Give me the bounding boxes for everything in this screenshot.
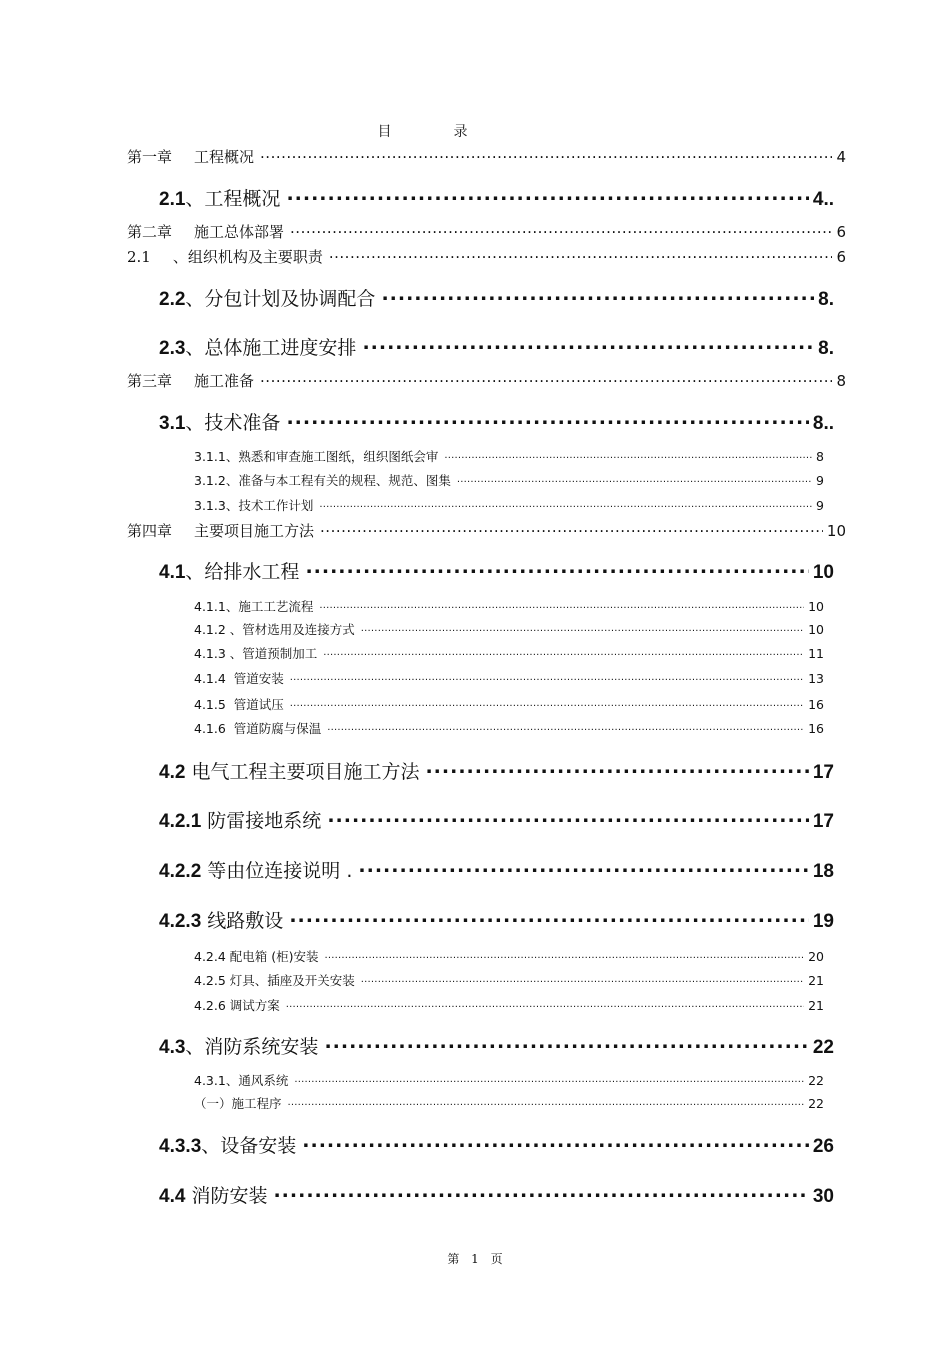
toc-entry[interactable] <box>127 146 846 167</box>
toc-entry[interactable] <box>127 520 846 541</box>
toc-leader-dots <box>290 222 832 237</box>
toc-entry-text: 工程概况 <box>194 148 255 166</box>
toc-entry[interactable] <box>159 1032 834 1059</box>
toc-leader-dots <box>444 449 812 462</box>
toc-entry-page <box>808 1073 824 1088</box>
toc-entry-number: 4.1.5 <box>194 697 226 712</box>
toc-entry-text: 等由位连接说明 . <box>201 860 353 882</box>
toc-entry-label <box>194 669 284 687</box>
toc-entry-text: 、熟悉和审查施工图纸，组织图纸会审 <box>225 449 439 464</box>
toc-entry-number: 4.3.3 <box>159 1136 202 1157</box>
toc-entry-label <box>159 856 352 883</box>
toc-leader-dots <box>319 498 812 511</box>
toc-entry-number: 4.3.1 <box>194 1073 226 1088</box>
toc-entry[interactable] <box>159 333 834 360</box>
toc-entry[interactable] <box>127 246 846 267</box>
toc-entry-page <box>836 248 846 266</box>
toc-entry[interactable] <box>159 906 834 933</box>
toc-leader-dots <box>286 410 808 429</box>
toc-leader-dots <box>457 473 812 486</box>
toc-entry[interactable] <box>194 1094 824 1112</box>
toc-entry-page <box>827 522 846 540</box>
toc-leader-dots <box>260 147 832 162</box>
toc-entry-text: 、分包计划及协调配合 <box>185 288 376 310</box>
toc-entry-label <box>194 471 451 489</box>
toc-entry-number: 2.2 <box>159 289 186 310</box>
toc-entry-text: 调试方案 <box>225 998 280 1013</box>
toc-entry-page-value: 6 <box>836 248 846 266</box>
toc-leader-dots <box>324 1034 808 1053</box>
toc-entry-page <box>813 811 834 833</box>
toc-leader-dots <box>288 1096 805 1109</box>
toc-entry-page-value: 30 <box>812 1186 834 1207</box>
toc-entry-trail: . <box>828 289 834 310</box>
toc-entry-page <box>813 562 834 584</box>
toc-entry-text: 施工程序 <box>231 1096 282 1111</box>
toc-entry-page <box>808 1096 824 1111</box>
toc-entry-number: 2.1 <box>159 189 186 210</box>
toc-entry-number: 3.1.3 <box>194 498 226 513</box>
toc-entry-text: 、管材选用及连接方式 <box>225 622 355 637</box>
toc-entry[interactable] <box>159 408 834 435</box>
toc-entry-label <box>194 719 321 737</box>
toc-entry-text: 管道防腐与保温 <box>225 721 322 736</box>
toc-entry-page <box>808 949 824 964</box>
toc-entry-page <box>813 1186 834 1208</box>
toc-entry[interactable] <box>159 806 834 833</box>
toc-entry[interactable] <box>194 971 824 989</box>
toc-entry[interactable] <box>159 557 834 584</box>
toc-leader-dots <box>327 808 809 827</box>
toc-entry-text: 、管道预制加工 <box>225 646 318 661</box>
toc-leader-dots <box>290 671 804 684</box>
toc-entry[interactable] <box>194 947 824 965</box>
toc-entry-page-value: 21 <box>808 973 824 988</box>
toc-entry-label <box>194 1071 288 1089</box>
toc-entry-page-value: 8 <box>818 289 829 310</box>
toc-entry-text: 、施工工艺流程 <box>225 599 314 614</box>
toc-entry-page-value: 8 <box>812 413 824 434</box>
toc-leader-dots <box>320 521 823 536</box>
toc-entry-text: 、技术工作计划 <box>225 498 314 513</box>
toc-entry-number: 3.1.1 <box>194 449 226 464</box>
toc-entry-label <box>159 184 280 211</box>
toc-entry-text: 电气工程主要项目施工方法 <box>185 761 420 783</box>
toc-entry-page <box>808 622 824 637</box>
toc-entry-page-value: 20 <box>808 949 824 964</box>
toc-entry-page-value: 4 <box>836 148 846 166</box>
toc-entry-page <box>813 1136 834 1158</box>
toc-entry-label <box>159 333 356 360</box>
toc-entry-page-value: 16 <box>808 697 824 712</box>
toc-entry-page-value: 4 <box>812 189 824 210</box>
toc-entry-number: 4.2.4 <box>194 949 226 964</box>
toc-entry-page-value: 13 <box>808 671 824 686</box>
toc-entry-page <box>836 148 846 166</box>
toc-entry[interactable] <box>194 471 824 489</box>
toc-entry-page <box>813 189 834 211</box>
toc-entry-page-value: 6 <box>836 223 846 241</box>
toc-entry-page-value: 21 <box>808 998 824 1013</box>
toc-entry-text: 、给排水工程 <box>185 561 300 583</box>
toc-entry-number: 4.2.6 <box>194 998 226 1013</box>
toc-entry-text: 、准备与本工程有关的规程、规范、图集 <box>225 473 451 488</box>
toc-leader-dots <box>358 858 808 877</box>
toc-entry-text: 、总体施工进度安排 <box>185 337 357 359</box>
toc-entry-label <box>194 496 313 514</box>
toc-leader-dots <box>319 599 804 612</box>
toc-entry-label <box>194 996 280 1014</box>
toc-entry-number: 2.3 <box>159 338 186 359</box>
toc-entry-label <box>127 370 254 391</box>
toc-leader-dots <box>329 247 833 262</box>
toc-entry-number: 第二章 <box>127 223 173 241</box>
toc-leader-dots <box>286 998 804 1011</box>
toc-entry-label <box>127 221 284 242</box>
toc-entry-page-value: 9 <box>816 473 824 488</box>
toc-entry-page <box>808 697 824 712</box>
toc-entry[interactable] <box>159 856 834 883</box>
toc-entry-label <box>159 1032 318 1059</box>
toc-title-left: 目 <box>377 124 392 140</box>
toc-entry-page <box>808 721 824 736</box>
toc-entry-page <box>813 861 834 883</box>
toc-entry-number: 4.1.4 <box>194 671 226 686</box>
toc-entry-text: 施工总体部署 <box>194 223 285 241</box>
toc-entry[interactable] <box>194 597 824 615</box>
toc-entry-page-value: 18 <box>812 861 834 882</box>
toc-entry-label <box>159 557 299 584</box>
footer-page-number: 1 <box>471 1252 479 1266</box>
toc-entry-page-value: 10 <box>826 522 846 540</box>
toc-entry-label <box>159 806 321 833</box>
toc-entry-label <box>159 757 419 784</box>
toc-entry-page-value: 22 <box>808 1096 824 1111</box>
toc-entry-page <box>813 1037 834 1059</box>
toc-entry-label <box>127 520 314 541</box>
toc-entry-text: 、技术准备 <box>185 412 281 434</box>
toc-entry-page-value: 17 <box>812 811 834 832</box>
toc-entry-page-value: 10 <box>808 599 824 614</box>
toc-entry-page-value: 8 <box>836 372 846 390</box>
toc-leader-dots <box>425 759 808 778</box>
toc-entry-number: 3.1 <box>159 413 186 434</box>
page-footer <box>0 1250 950 1267</box>
toc-entry-number: 第四章 <box>127 522 173 540</box>
toc-entry[interactable] <box>194 996 824 1014</box>
toc-entry-text: 线路敷设 <box>201 910 284 932</box>
toc-entry-text: 、组织机构及主要职责 <box>172 248 323 266</box>
toc-entry[interactable] <box>194 1071 824 1089</box>
toc-entry-page <box>808 599 824 614</box>
toc-leader-dots <box>325 949 805 962</box>
toc-entry-number: 4.1.3 <box>194 646 226 661</box>
toc-entry-number: 第一章 <box>127 148 173 166</box>
toc-entry-number: 4.1.2 <box>194 622 226 637</box>
toc-entry-text: 灯具、插座及开关安装 <box>225 973 355 988</box>
toc-entry-page-value: 22 <box>812 1037 834 1058</box>
toc-entry-label <box>194 1094 282 1112</box>
toc-entry[interactable] <box>127 221 846 242</box>
toc-entry-label <box>159 1131 296 1158</box>
toc-entry-page-value: 8 <box>818 338 829 359</box>
toc-entry-page <box>813 762 834 784</box>
toc-entry-number: 4.2.1 <box>159 811 202 832</box>
toc-entry-page-value: 26 <box>812 1136 834 1157</box>
toc-entry-text: 管道试压 <box>225 697 284 712</box>
toc-title-right: 录 <box>453 124 468 140</box>
toc-entry-label <box>194 620 355 638</box>
toc-entry-number: 4.2.3 <box>159 911 202 932</box>
toc-leader-dots <box>289 908 809 927</box>
toc-entry-page-value: 19 <box>812 911 834 932</box>
toc-entry[interactable] <box>194 695 824 713</box>
toc-entry-text: 、通风系统 <box>225 1073 289 1088</box>
toc-entry-label <box>127 246 323 267</box>
toc-entry-number: 3.1.2 <box>194 473 226 488</box>
toc-entry-label <box>194 695 284 713</box>
toc-entry-page <box>836 372 846 390</box>
toc-entry-number: 2.1 <box>127 248 151 266</box>
toc-entry-text: 管道安装 <box>225 671 284 686</box>
toc-entry-text: 防雷接地系统 <box>201 810 322 832</box>
toc-entry-page <box>818 338 834 360</box>
toc-leader-dots <box>361 622 804 635</box>
toc-entry-trail: .. <box>823 189 834 210</box>
toc-entry-label <box>159 1181 267 1208</box>
toc-entry-number: 4.3 <box>159 1037 186 1058</box>
toc-entry-number: 4.1 <box>159 562 186 583</box>
toc-entry-label <box>194 947 319 965</box>
toc-leader-dots <box>286 186 808 205</box>
toc-entry-page <box>818 289 834 311</box>
toc-entry-page <box>813 413 834 435</box>
toc-entry[interactable] <box>127 370 846 391</box>
toc-leader-dots <box>327 721 804 734</box>
toc-entry-page-value: 10 <box>812 562 834 583</box>
toc-title <box>0 121 845 141</box>
toc-entry-page <box>816 473 824 488</box>
toc-entry-label <box>159 906 283 933</box>
toc-entry-page-value: 22 <box>808 1073 824 1088</box>
toc-entry-number: 4.1.6 <box>194 721 226 736</box>
toc-entry-label <box>127 146 254 167</box>
toc-entry[interactable] <box>194 719 824 737</box>
toc-entry-text: 消防安装 <box>185 1185 268 1207</box>
toc-entry[interactable] <box>194 447 824 465</box>
toc-entry-page <box>808 973 824 988</box>
toc-entry-page <box>836 223 846 241</box>
toc-entry-number: 4.2 <box>159 762 186 783</box>
toc-entry-label <box>194 597 313 615</box>
toc-entry-number: 4.2.5 <box>194 973 226 988</box>
toc-entry[interactable] <box>159 1181 834 1208</box>
toc-entry-page <box>808 671 824 686</box>
toc-entry-page-value: 11 <box>808 646 824 661</box>
toc-entry[interactable] <box>194 620 824 638</box>
toc-entry-label <box>159 408 280 435</box>
toc-entry-page <box>816 498 824 513</box>
toc-entry-number: 第三章 <box>127 372 173 390</box>
toc-entry-page-value: 8 <box>816 449 824 464</box>
toc-entry[interactable] <box>159 184 834 211</box>
toc-entry-trail: .. <box>823 413 834 434</box>
toc-entry-page <box>816 449 824 464</box>
toc-leader-dots <box>260 371 832 386</box>
toc-entry-label <box>194 644 317 662</box>
toc-entry-text: 主要项目施工方法 <box>194 522 315 540</box>
footer-prefix: 第 <box>447 1252 460 1266</box>
toc-entry-page <box>813 911 834 933</box>
toc-entry-page-value: 10 <box>808 622 824 637</box>
toc-entry-label <box>159 284 375 311</box>
toc-entry-number: 4.1.1 <box>194 599 226 614</box>
toc-entry-text: 、工程概况 <box>185 188 281 210</box>
toc-entry-page-value: 9 <box>816 498 824 513</box>
toc-leader-dots <box>294 1073 804 1086</box>
toc-entry-trail: . <box>828 338 834 359</box>
toc-entry-page-value: 17 <box>812 762 834 783</box>
toc-entry-page <box>808 646 824 661</box>
toc-entry[interactable] <box>194 644 824 662</box>
toc-leader-dots <box>305 559 808 578</box>
toc-leader-dots <box>273 1183 808 1202</box>
footer-suffix: 页 <box>490 1252 503 1266</box>
toc-entry-text: 、消防系统安装 <box>185 1036 319 1058</box>
toc-entry-page-value: 16 <box>808 721 824 736</box>
toc-entry-number: （一） <box>194 1096 232 1111</box>
toc-leader-dots <box>381 286 814 305</box>
toc-entry-label <box>194 447 438 465</box>
toc-entry[interactable] <box>194 669 824 687</box>
toc-entry[interactable] <box>159 757 834 784</box>
toc-entry-number: 4.2.2 <box>159 861 202 882</box>
toc-entry-page <box>808 998 824 1013</box>
toc-entry-label <box>194 971 355 989</box>
toc-entry-number: 4.4 <box>159 1186 186 1207</box>
toc-entry-text: 施工准备 <box>194 372 255 390</box>
toc-leader-dots <box>361 973 804 986</box>
toc-leader-dots <box>290 697 804 710</box>
toc-entry-text: 配电箱 (柜)安装 <box>225 949 319 964</box>
toc-entry[interactable] <box>159 1131 834 1158</box>
toc-leader-dots <box>302 1133 809 1152</box>
toc-leader-dots <box>362 335 814 354</box>
toc-leader-dots <box>323 646 804 659</box>
toc-entry-text: 、设备安装 <box>201 1135 297 1157</box>
toc-entry[interactable] <box>159 284 834 311</box>
toc-entry[interactable] <box>194 496 824 514</box>
